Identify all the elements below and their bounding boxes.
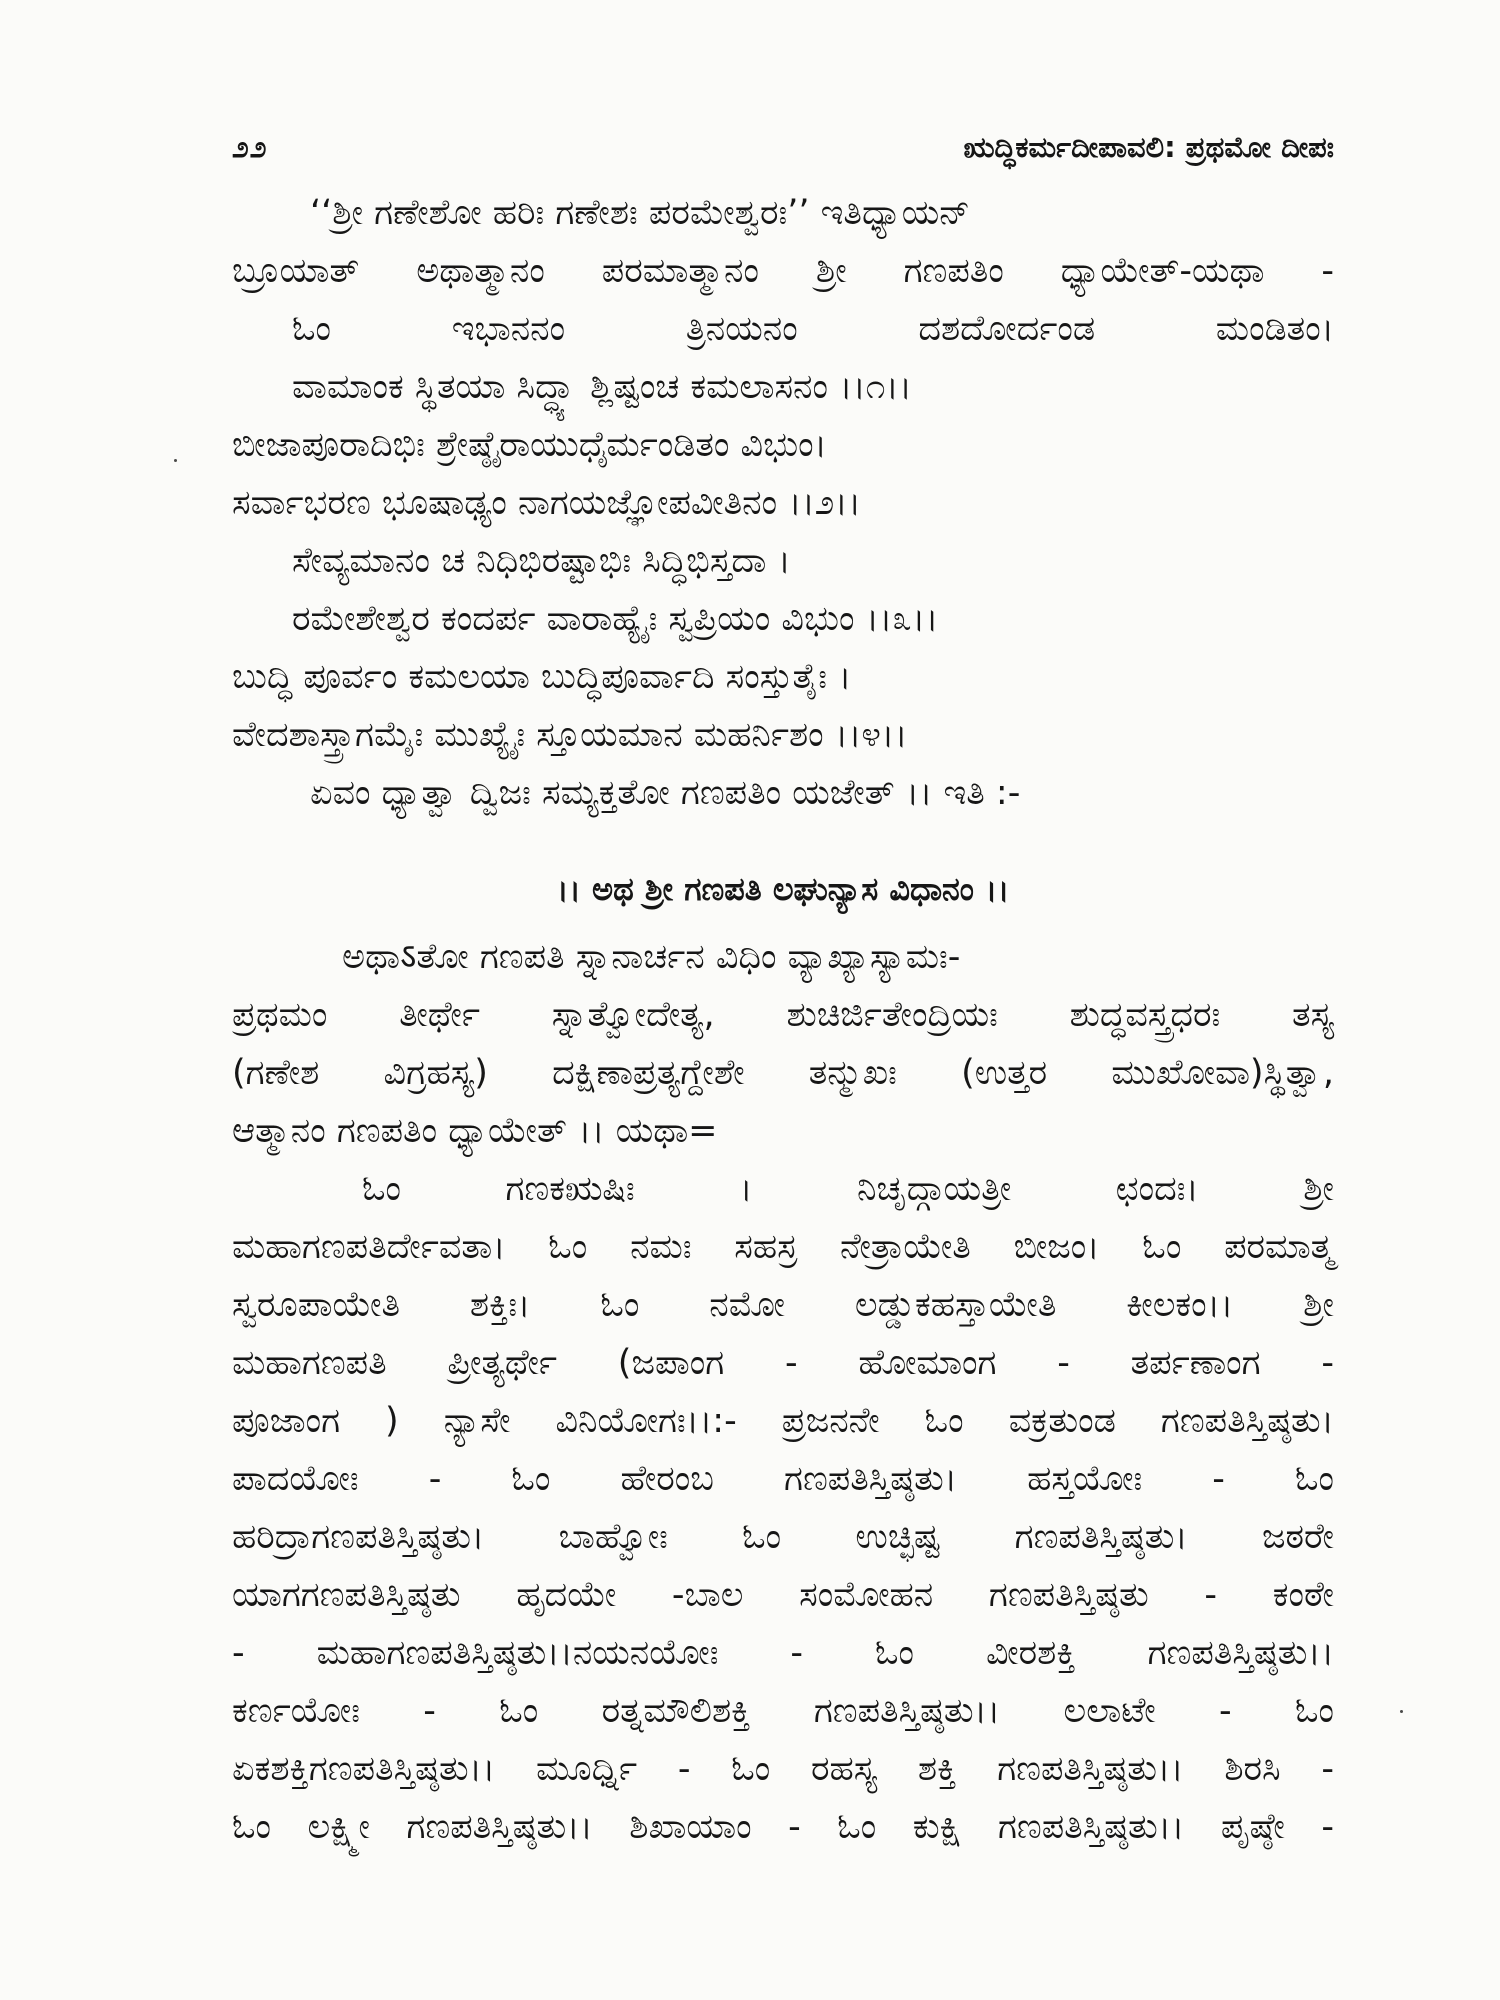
page-body	[232, 184, 1334, 1856]
text-line: ಓಂ ಗಣಕಋಷಿಃ । ನಿಚೃದ್ಗಾಯತ್ರೀ ಛಂದಃ। ಶ್ರೀ	[362, 1169, 1334, 1209]
text-line: ಆತ್ಮಾನಂ ಗಣಪತಿಂ ಧ್ಯಾಯೇತ್ ।। ಯಥಾ=	[232, 1111, 718, 1151]
text-line: ‘‘ಶ್ರೀ ಗಣೇಶೋ ಹರಿಃ ಗಣೇಶಃ ಪರಮೇಶ್ವರಃ’’ ಇತಿಧ್ಯಾಯನ್	[310, 193, 971, 233]
text-line: ಯಾಗಗಣಪತಿಸ್ತಿಷ್ಠತು ಹೃದಯೇ -ಬಾಲ ಸಂಮೋಹನ ಗಣಪತಿಸ್ತಿಷ್ಠತು - ಕಂಠೇ	[232, 1575, 1334, 1615]
page-header	[232, 130, 1334, 178]
text-line: ಸ್ವರೂಪಾಯೇತಿ ಶಕ್ತಿಃ। ಓಂ ನಮೋ ಲಡ್ಡುಕಹಸ್ತಾಯೇತಿ ಕೀಲಕಂ।। ಶ್ರೀ	[232, 1285, 1334, 1325]
verse-line: ಬೀಜಾಪೂರಾದಿಭಿಃ ಶ್ರೇಷ್ಠೈರಾಯುಧೈರ್ಮಂಡಿತಂ ವಿಭುಂ।	[232, 425, 827, 465]
text-line: ಬ್ರೂಯಾತ್ ಅಥಾತ್ಮಾನಂ ಪರಮಾತ್ಮಾನಂ ಶ್ರೀ ಗಣಪತಿಂ ಧ್ಯಾಯೇತ್-ಯಥಾ -	[232, 251, 1334, 291]
verse-line: ಸರ್ವಾಭರಣ ಭೂಷಾಢ್ಯಂ ನಾಗಯಜ್ಞೋಪವೀತಿನಂ ।।೨।।	[232, 483, 862, 523]
text-line: - ಮಹಾಗಣಪತಿಸ್ತಿಷ್ಠತು।।ನಯನಯೋಃ - ಓಂ ವೀರಶಕ್ತಿ ಗಣಪತಿಸ್ತಿಷ್ಠತು।।	[232, 1633, 1334, 1673]
verse-line: ವಾಮಾಂಕ ಸ್ಥಿತಯಾ ಸಿದ್ಧ್ಯಾ ಶ್ಲಿಷ್ಟಂಚ ಕಮಲಾಸನಂ ।।೧।।	[292, 367, 912, 407]
text-line: (ಗಣೇಶ ವಿಗ್ರಹಸ್ಯ) ದಕ್ಷಿಣಾಪ್ರತ್ಯಗ್ದೇಶೇ ತನ್ಮುಖಃ (ಉತ್ತರ ಮುಖೋವಾ)ಸ್ಥಿತ್ವಾ,	[232, 1053, 1334, 1093]
text-line: ಹರಿದ್ರಾಗಣಪತಿಸ್ತಿಷ್ಠತು। ಬಾಹ್ವೋಃ ಓಂ ಉಚ್ಛಿಷ್ಟ ಗಣಪತಿಸ್ತಿಷ್ಠತು। ಜಠರೇ	[232, 1517, 1334, 1557]
verse-line: ಸೇವ್ಯಮಾನಂ ಚ ನಿಧಿಭಿರಷ್ಟಾಭಿಃ ಸಿದ್ಧಿಭಿಸ್ತದಾ ।	[292, 541, 791, 581]
text-line: ಮಹಾಗಣಪತಿರ್ದೇವತಾ। ಓಂ ನಮಃ ಸಹಸ್ರ ನೇತ್ರಾಯೇತಿ ಬೀಜಂ। ಓಂ ಪರಮಾತ್ಮ	[232, 1227, 1334, 1267]
text-line: ಪ್ರಥಮಂ ತೀರ್ಥೇ ಸ್ನಾತ್ವೋದೇತ್ಯ, ಶುಚಿರ್ಜಿತೇಂದ್ರಿಯಃ ಶುದ್ಧವಸ್ತ್ರಧರಃ ತಸ್ಯ	[232, 995, 1334, 1035]
text-line: ಮಹಾಗಣಪತಿ ಪ್ರೀತ್ಯರ್ಥೇ (ಜಪಾಂಗ - ಹೋಮಾಂಗ - ತರ್ಪಣಾಂಗ -	[232, 1343, 1334, 1383]
section-heading: ।। ಅಥ ಶ್ರೀ ಗಣಪತಿ ಲಘುನ್ಯಾಸ ವಿಧಾನಂ ।।	[556, 870, 1010, 908]
running-title: ಋದ್ಧಿಕರ್ಮದೀಪಾವಲಿ: ಪ್ರಥಮೋ ದೀಪಃ	[963, 130, 1334, 164]
text-line: ಓಂ ಲಕ್ಷ್ಮೀ ಗಣಪತಿಸ್ತಿಷ್ಠತು।। ಶಿಖಾಯಾಂ - ಓಂ ಕುಕ್ಷಿ ಗಣಪತಿಸ್ತಿಷ್ಠತು।। ಪೃಷ್ಠೇ -	[232, 1807, 1334, 1847]
scan-speck	[1400, 1710, 1403, 1713]
text-line: ಕರ್ಣಯೋಃ - ಓಂ ರತ್ನಮೌಲಿಶಕ್ತಿ ಗಣಪತಿಸ್ತಿಷ್ಠತು।। ಲಲಾಟೇ - ಓಂ	[232, 1691, 1334, 1731]
verse-line: ವೇದಶಾಸ್ತ್ರಾಗಮೈಃ ಮುಖ್ಯೈಃ ಸ್ತೂಯಮಾನ ಮಹರ್ನಿಶಂ ।।೪।।	[232, 715, 908, 755]
text-line: ಅಥಾऽತೋ ಗಣಪತಿ ಸ್ನಾನಾರ್ಚನ ವಿಧಿಂ ವ್ಯಾಖ್ಯಾಸ್ಯಾಮಃ-	[342, 937, 961, 977]
text-line: ಪೂಜಾಂಗ ) ನ್ಯಾಸೇ ವಿನಿಯೋಗಃ।।:- ಪ್ರಜನನೇ ಓಂ ವಕ್ರತುಂಡ ಗಣಪತಿಸ್ತಿಷ್ಠತು।	[232, 1401, 1334, 1441]
text-line: ಪಾದಯೋಃ - ಓಂ ಹೇರಂಬ ಗಣಪತಿಸ್ತಿಷ್ಠತು। ಹಸ್ತಯೋಃ - ಓಂ	[232, 1459, 1334, 1499]
scan-speck	[174, 459, 177, 462]
verse-line: ಓಂ ಇಭಾನನಂ ತ್ರಿನಯನಂ ದಶದೋರ್ದಂಡ ಮಂಡಿತಂ।	[292, 309, 1334, 349]
verse-line: ಬುದ್ಧಿ ಪೂರ್ವಂ ಕಮಲಯಾ ಬುದ್ಧಿಪೂರ್ವಾದಿ ಸಂಸ್ತುತೈಃ ।	[232, 657, 852, 697]
verse-line: ರಮೇಶೇಶ್ವರ ಕಂದರ್ಪ ವಾರಾಹ್ಯೈಃ ಸ್ವಪ್ರಿಯಂ ವಿಭುಂ ।।೩।।	[292, 599, 939, 639]
text-line: ಏಕಶಕ್ತಿಗಣಪತಿಸ್ತಿಷ್ಠತು।। ಮೂರ್ಧ್ನಿ - ಓಂ ರಹಸ್ಯ ಶಕ್ತಿ ಗಣಪತಿಸ್ತಿಷ್ಠತು।। ಶಿರಸಿ -	[232, 1749, 1334, 1789]
page-number: ೨೨	[232, 130, 268, 165]
text-line: ಏವಂ ಧ್ಯಾತ್ವಾ ದ್ವಿಜಃ ಸಮ್ಯಕ್ತತೋ ಗಣಪತಿಂ ಯಜೇತ್ ।। ಇತಿ :-	[310, 773, 1021, 813]
